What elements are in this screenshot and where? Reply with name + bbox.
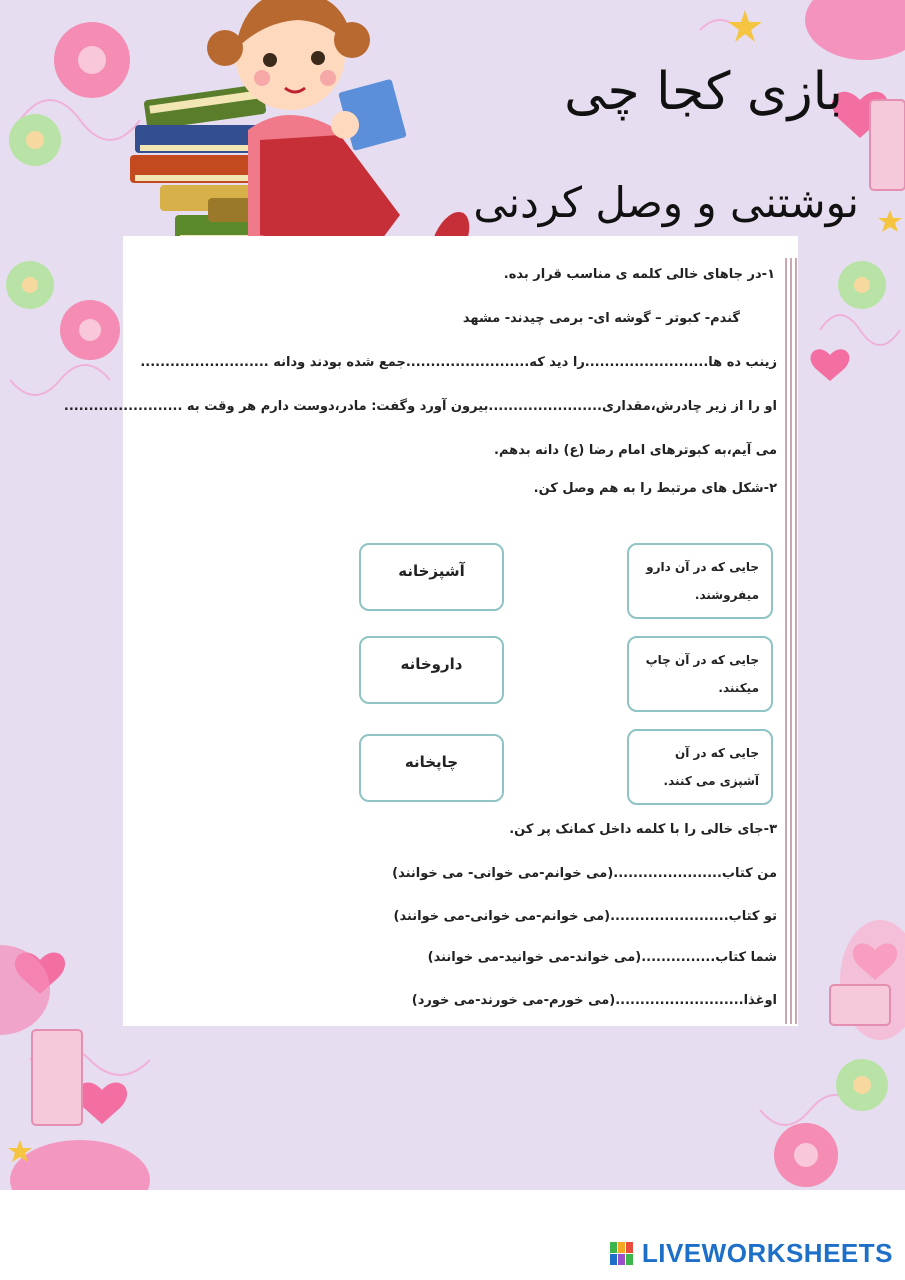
liveworksheets-logo-text: LIVEWORKSHEETS [641,1238,893,1268]
description-card-text: جایی که در آن دارو میفروشند. [646,560,759,602]
description-card-text: جایی که در آن آشپزی می کنند. [663,746,759,788]
liveworksheets-logo[interactable] [610,1238,893,1269]
word-card-kitchen[interactable] [359,543,504,611]
section1-line-2: او را از زیر چادرش،مقداری.......................بیرون آورد وگفت: مادر،دوست دارم هر وقت به ........................ [63,399,777,414]
word-card-printing-house[interactable] [359,734,504,802]
section1-line-3: می آیم،به کبوترهای امام رضا (ع) دانه بدهم. [494,443,777,458]
section1-instruction: ۱-در جاهای خالی کلمه ی مناسب قرار بده. [503,267,775,282]
section3-line-1: من کتاب......................(می خوانم-می خوانی- می خوانند) [392,866,777,881]
section3-line-4: اوغذا..........................(می خورم-می خورند-می خورد) [411,993,777,1008]
word-card-pharmacy[interactable] [359,636,504,704]
page-subtitle: نوشتنی و وصل کردنی [473,178,859,227]
description-card-cooking[interactable] [627,729,773,805]
section3-instruction: ۳-جای خالی را با کلمه داخل کمانک پر کن. [509,822,777,837]
liveworksheets-logo-icon [610,1242,636,1266]
description-card-printing[interactable] [627,636,773,712]
section3-line-2: تو کتاب........................(می خوانم-می خوانی-می خوانند) [393,909,777,924]
section1-line-1: زینب ده ها.........................را دید که.........................جمع شده بودند ودانه .......................... [140,355,777,370]
word-bank: گندم- کبوتر – گوشه ای- برمی چیدند- مشهد [462,311,740,326]
word-card-label: چاپخانه [404,753,459,771]
description-card-text: جایی که در آن چاپ میکنند. [645,653,759,695]
sheet-border [785,258,797,1024]
word-card-label: داروخانه [400,655,463,673]
description-card-pharmacy[interactable] [627,543,773,619]
section3-line-3: شما کتاب...............(می خواند-می خوانید-می خوانند) [427,950,777,965]
word-card-label: آشپزخانه [398,562,465,580]
page-title: بازی کجا چی [564,62,843,122]
section2-instruction: ۲-شکل های مرتبط را به هم وصل کن. [533,481,777,496]
